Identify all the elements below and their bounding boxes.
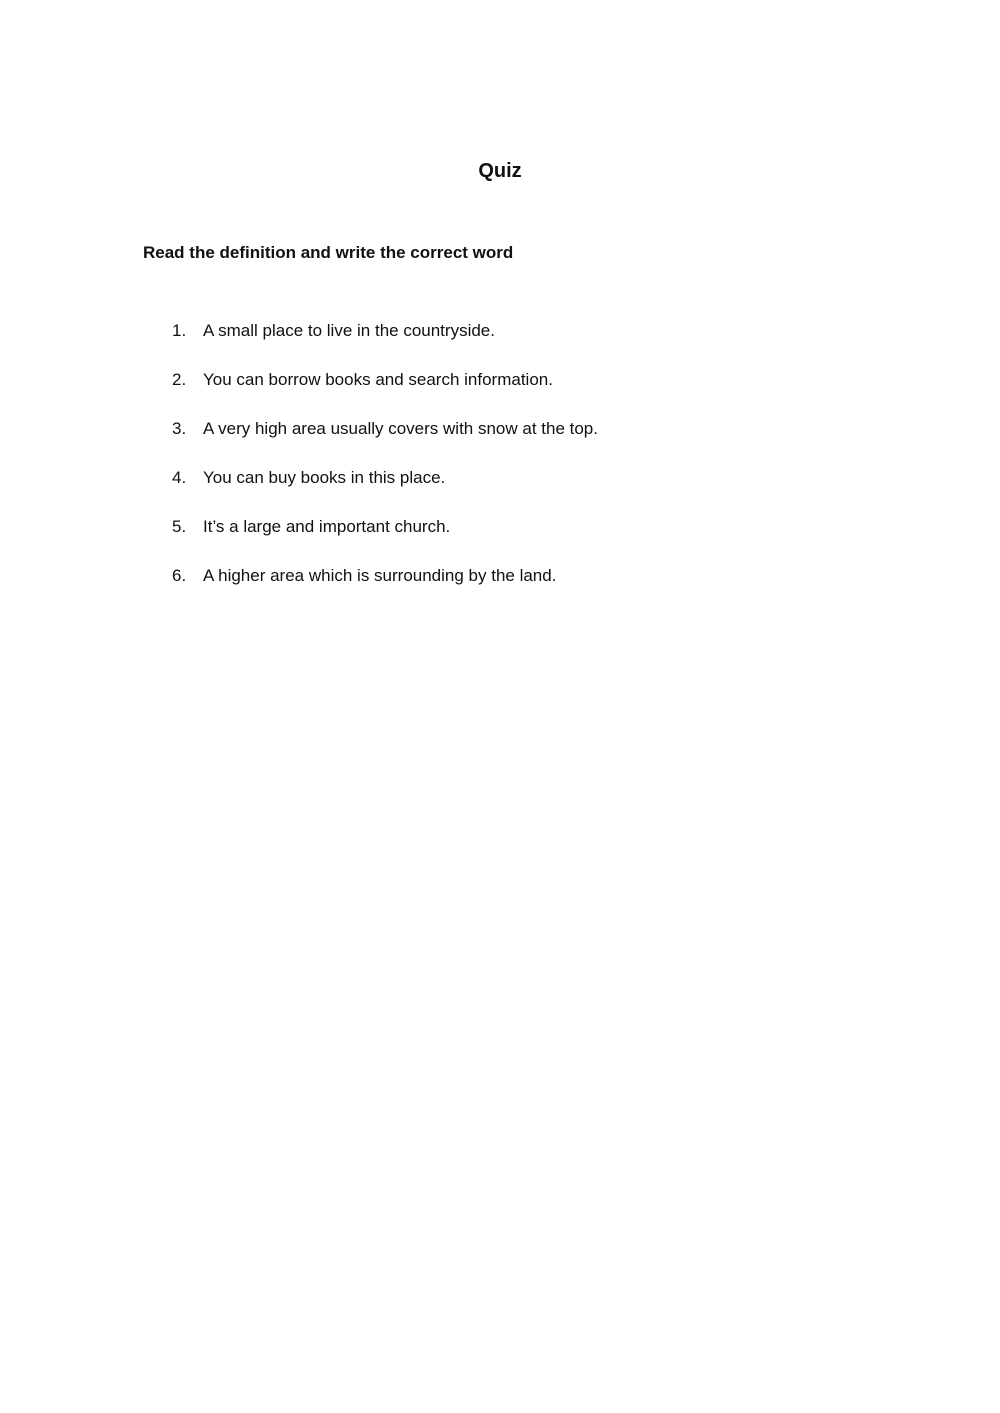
question-text: You can borrow books and search information.	[203, 370, 553, 389]
question-text: A higher area which is surrounding by the land.	[203, 566, 557, 585]
question-number: 6.	[172, 566, 187, 585]
question-number: 3.	[172, 419, 187, 438]
question-number: 4.	[172, 468, 187, 487]
page-title: Quiz	[478, 160, 522, 182]
question-text: A very high area usually covers with snow at the top.	[203, 419, 598, 438]
question-number: 5.	[172, 517, 187, 536]
question-text: A small place to live in the countryside.	[203, 321, 495, 340]
question-text: You can buy books in this place.	[203, 468, 446, 487]
question-item	[0, 563, 1000, 612]
question-number: 1.	[172, 321, 187, 340]
question-list	[0, 318, 1000, 612]
question-text: It’s a large and important church.	[203, 517, 451, 536]
question-item	[0, 416, 1000, 465]
question-item	[0, 367, 1000, 416]
instruction-text: Read the definition and write the correct word	[143, 243, 514, 262]
question-item	[0, 465, 1000, 514]
question-item	[0, 318, 1000, 367]
question-number: 2.	[172, 370, 187, 389]
question-item	[0, 514, 1000, 563]
